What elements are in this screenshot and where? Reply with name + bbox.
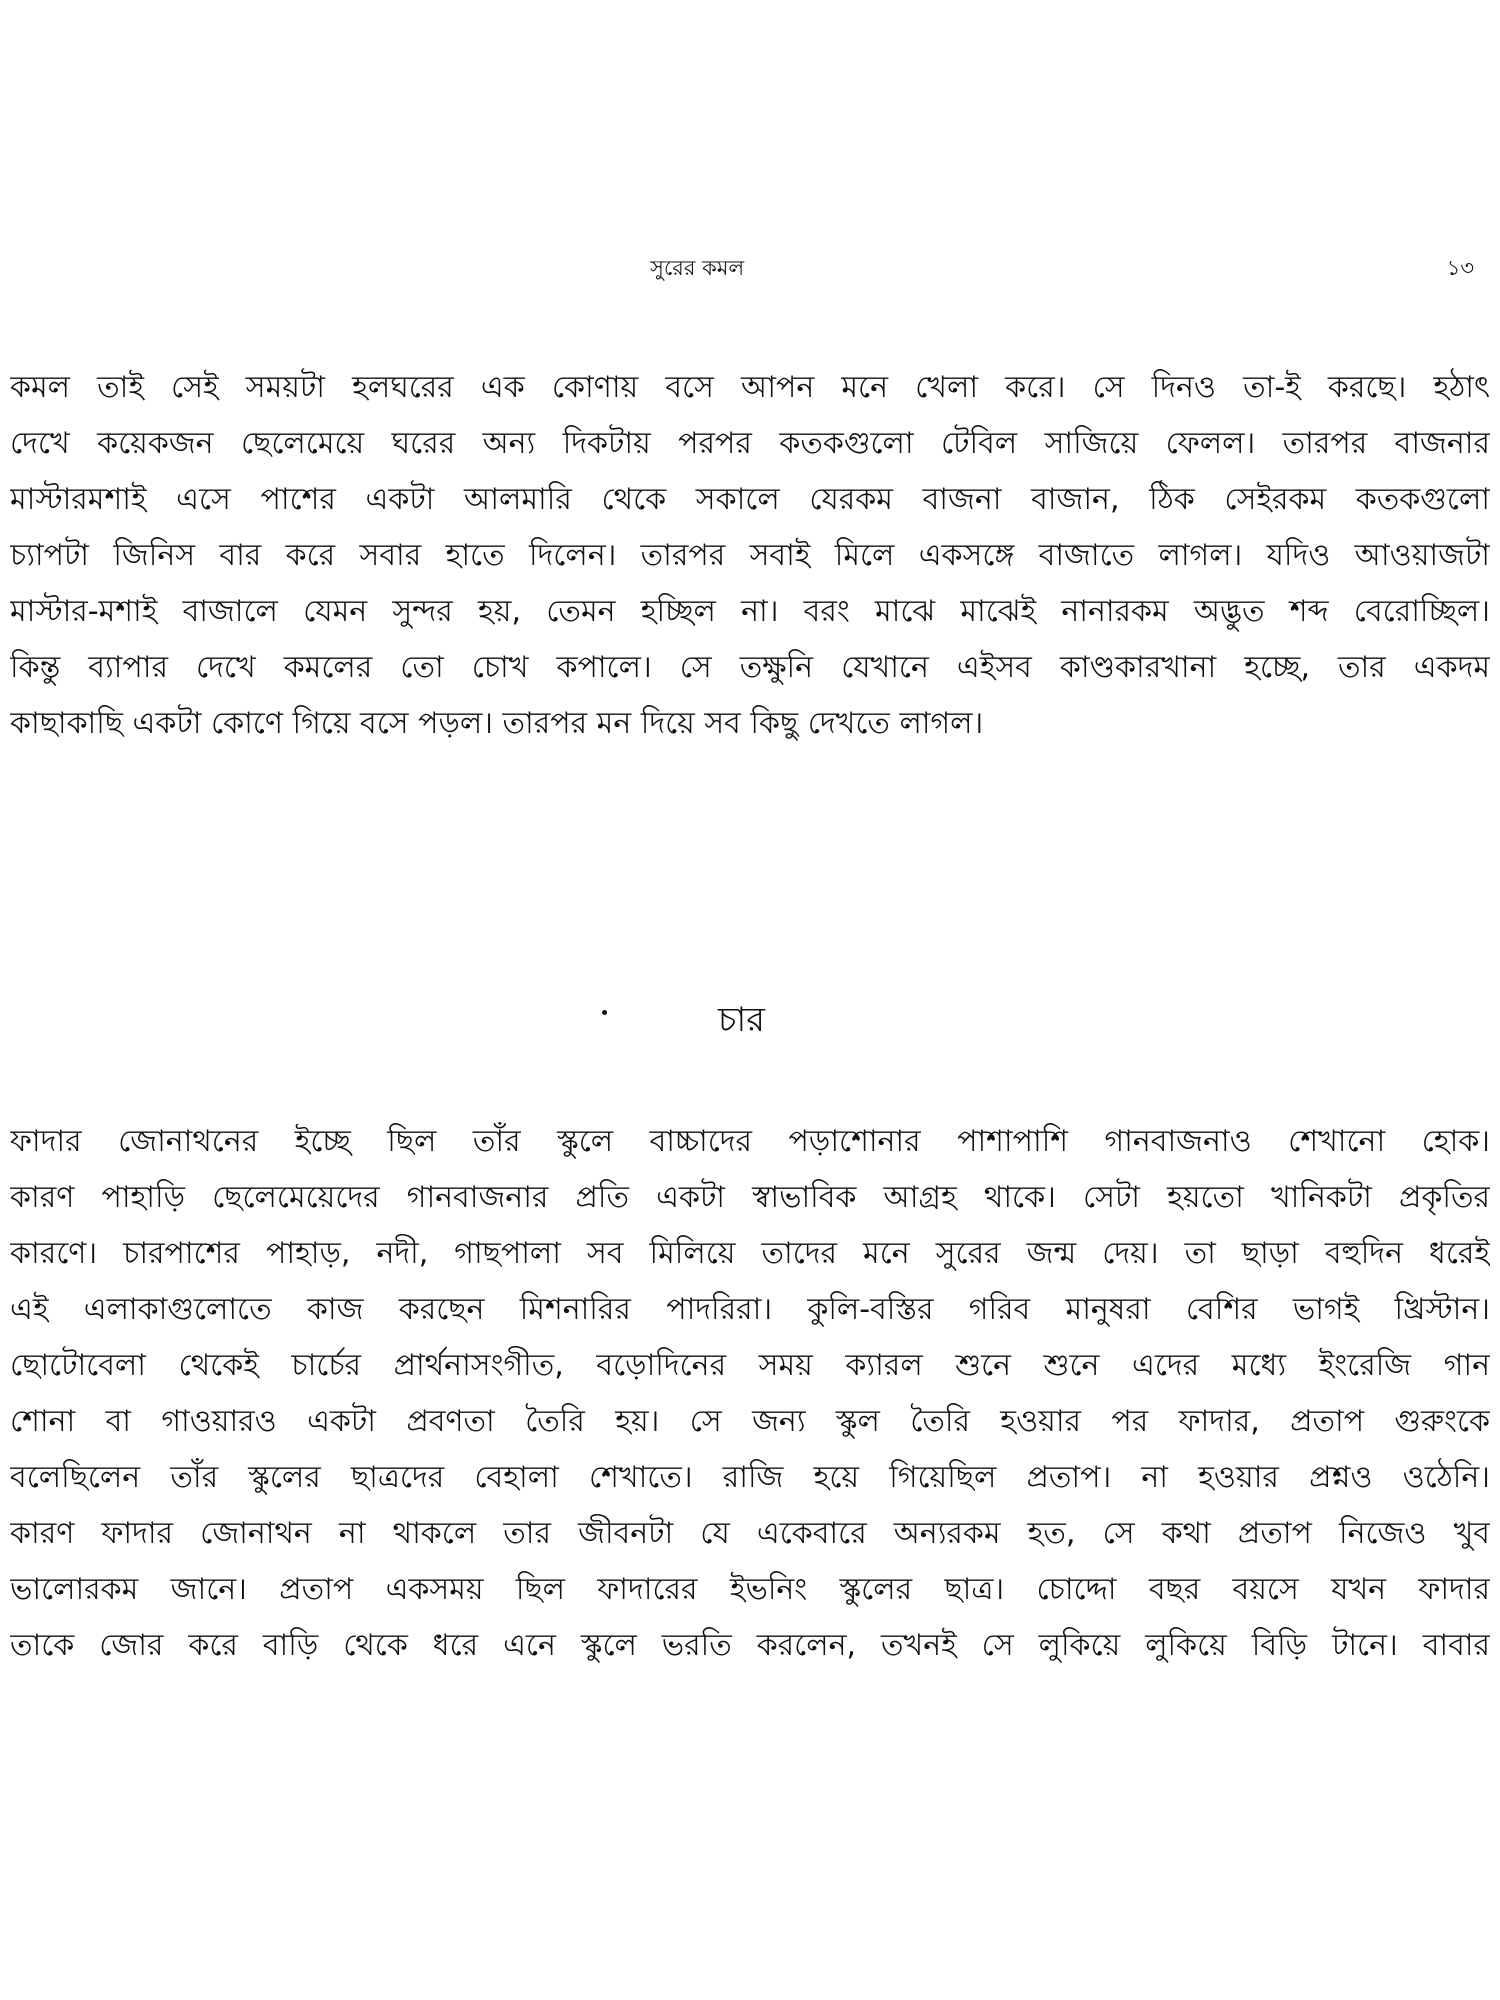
section-heading-text: চার [718,1000,765,1040]
page-number: ১৩ [1446,256,1474,280]
heading-dot [602,1010,607,1015]
text-line: ফাদার জোনাথনের ইচ্ছে ছিল তাঁর স্কুলে বাচ্চাদের পড়াশোনার পাশাপাশি গানবাজনাও শেখানো হোক। [10,1124,1490,1159]
text-line: কারণ পাহাড়ি ছেলেমেয়েদের গানবাজনার প্রতি একটা স্বাভাবিক আগ্রহ থাকে। সেটা হয়তো খানিকটা প্রকৃতির [10,1180,1490,1215]
text-line: কারণে। চারপাশের পাহাড়, নদী, গাছপালা সব মিলিয়ে তাদের মনে সুরের জন্ম দেয়। তা ছাড়া বহুদিন ধরেই [10,1236,1490,1271]
text-line: শোনা বা গাওয়ারও একটা প্রবণতা তৈরি হয়। সে জন্য স্কুল তৈরি হওয়ার পর ফাদার, প্রতাপ গুরুংকে [10,1404,1490,1439]
text-line: দেখে কয়েকজন ছেলেমেয়ে ঘরের অন্য দিকটায় পরপর কতকগুলো টেবিল সাজিয়ে ফেলল। তারপর বাজনার [10,426,1490,461]
text-line: কারণ ফাদার জোনাথন না থাকলে তার জীবনটা যে একেবারে অন্যরকম হত, সে কথা প্রতাপ নিজেও খুব [10,1516,1490,1551]
text-line: মাস্টার-মশাই বাজালে যেমন সুন্দর হয়, তেমন হচ্ছিল না। বরং মাঝে মাঝেই নানারকম অদ্ভুত শব্দ বেরোচ্ছিল। [10,594,1490,629]
text-line: কিন্তু ব্যাপার দেখে কমলের তো চোখ কপালে। সে তক্ষুনি যেখানে এইসব কাণ্ডকারখানা হচ্ছে, তার একদম [10,650,1490,685]
text-line: কমল তাই সেই সময়টা হলঘরের এক কোণায় বসে আপন মনে খেলা করে। সে দিনও তা-ই করছে। হঠাৎ [10,370,1490,405]
text-line: কাছাকাছি একটা কোণে গিয়ে বসে পড়ল। তারপর মন দিয়ে সব কিছু দেখতে লাগল। [10,706,984,741]
section-heading [0,994,1500,1044]
text-line: ভালোরকম জানে। প্রতাপ একসময় ছিল ফাদারের ইভনিং স্কুলের ছাত্র। চোদ্দো বছর বয়সে যখন ফাদার [10,1572,1490,1607]
text-line: এই এলাকাগুলোতে কাজ করছেন মিশনারির পাদরিরা। কুলি-বস্তির গরিব মানুষরা বেশির ভাগই খ্রিস্টান। [10,1292,1490,1327]
running-title: সুরের কমল [650,256,745,280]
running-header [0,252,1500,292]
text-line: ছোটোবেলা থেকেই চার্চের প্রার্থনাসংগীত, বড়োদিনের সময় ক্যারল শুনে শুনে এদের মধ্যে ইংরেজি গান [10,1348,1490,1383]
text-line: বলেছিলেন তাঁর স্কুলের ছাত্রদের বেহালা শেখাতে। রাজি হয়ে গিয়েছিল প্রতাপ। না হওয়ার প্রশ্নও ওঠেনি। [10,1460,1490,1495]
text-line: তাকে জোর করে বাড়ি থেকে ধরে এনে স্কুলে ভরতি করলেন, তখনই সে লুকিয়ে লুকিয়ে বিড়ি টানে। বাবার [10,1628,1490,1663]
text-line: মাস্টারমশাই এসে পাশের একটা আলমারি থেকে সকালে যেরকম বাজনা বাজান, ঠিক সেইরকম কতকগুলো [10,482,1490,517]
text-line: চ্যাপটা জিনিস বার করে সবার হাতে দিলেন। তারপর সবাই মিলে একসঙ্গে বাজাতে লাগল। যদিও আওয়াজটা [10,538,1490,573]
paragraph-1 [10,360,1490,752]
paragraph-2 [10,1114,1490,1674]
